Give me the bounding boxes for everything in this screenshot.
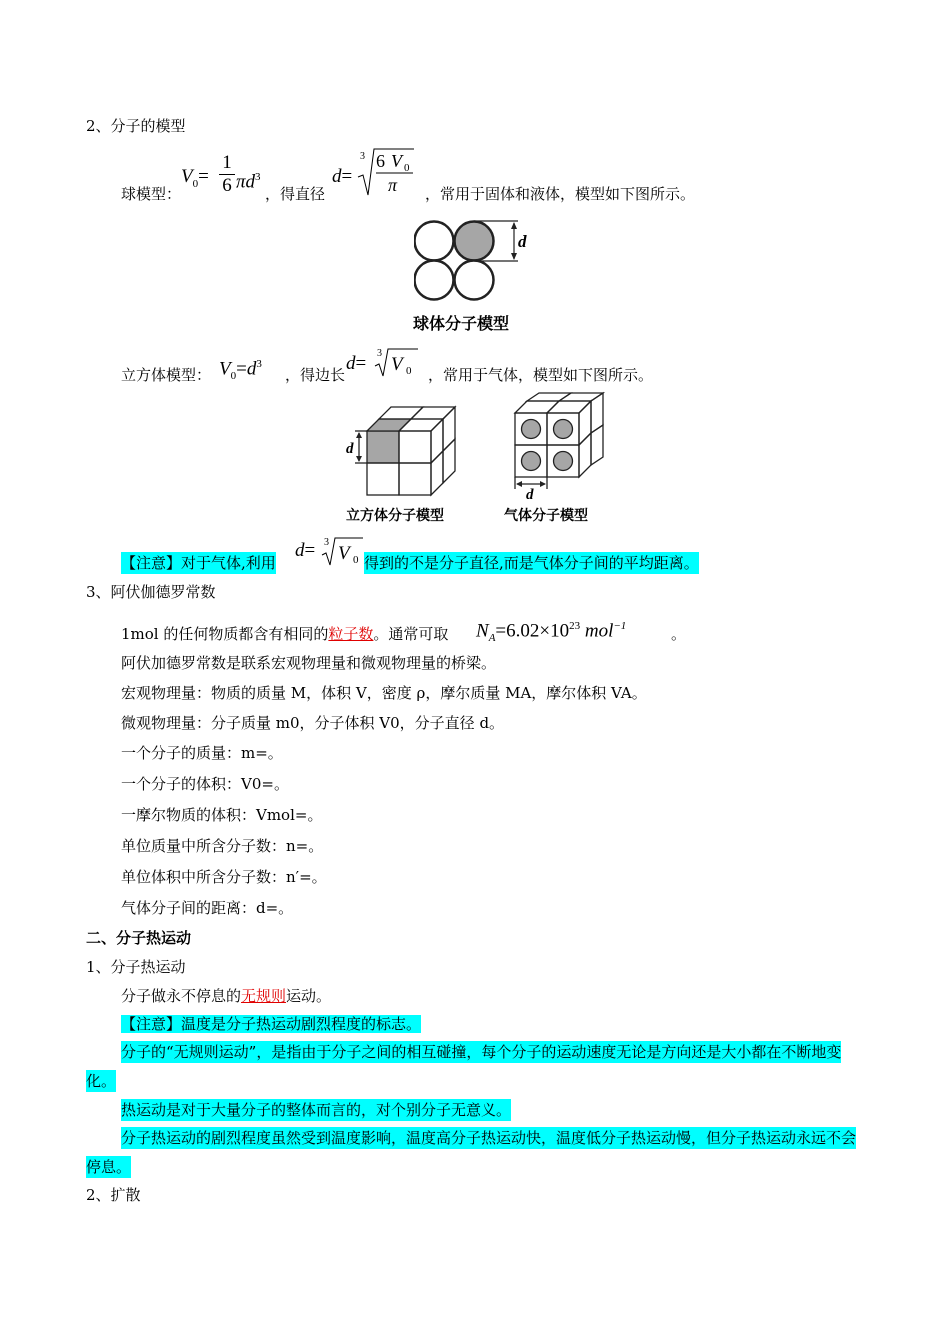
mass-line: 一个分子的质量：m=。 xyxy=(121,744,283,762)
svg-text:V: V xyxy=(338,543,350,564)
svg-text:6: 6 xyxy=(376,151,385,171)
ball-mid-text: ，得直径 xyxy=(265,185,326,203)
note-gas-pre: 【注意】对于气体,利用 xyxy=(121,554,276,572)
macro-line: 宏观物理量：物质的质量 M，体积 V，密度 ρ，摩尔质量 MA，摩尔体积 VA。 xyxy=(121,684,647,702)
svg-text:0: 0 xyxy=(404,162,410,174)
svg-text:π: π xyxy=(388,175,398,195)
cube-caption-left: 立方体分子模型 xyxy=(346,508,444,524)
svg-text:V: V xyxy=(391,354,403,375)
cube-formula: $V_0=d^3$ xyxy=(219,358,262,383)
cube-tail-text: ，常用于气体，模型如下图所示。 xyxy=(428,366,654,384)
ball-formula: $V_0=$ xyxy=(181,166,209,190)
per-volume-line: 单位体积中所含分子数：n′=。 xyxy=(121,868,327,886)
svg-text:d: d xyxy=(346,441,354,457)
avogadro-line: 1mol 的任何物质都含有相同的粒子数。通常可取 xyxy=(121,625,449,643)
svg-text:3: 3 xyxy=(377,348,382,359)
note-cube-root xyxy=(320,535,364,567)
per-mass-line: 单位质量中所含分子数：n=。 xyxy=(121,837,324,855)
note-gas-post: 得到的不是分子直径,而是气体分子间的平均距离。 xyxy=(364,554,699,572)
svg-text:d: d xyxy=(518,232,527,251)
cube-caption-right: 气体分子模型 xyxy=(504,508,588,524)
para-large-number: 热运动是对于大量分子的整体而言的，对个别分子无意义。 xyxy=(121,1101,512,1119)
cube-root-formula xyxy=(356,143,416,201)
gas-distance-line: 气体分子间的距离：d=。 xyxy=(121,899,294,917)
heading-diffusion: 2、扩散 xyxy=(86,1186,141,1204)
motion-line: 分子做永不停息的无规则运动。 xyxy=(121,987,332,1005)
svg-text:d: d xyxy=(526,487,534,501)
ball-tail-text: ，常用于固体和液体，模型如下图所示。 xyxy=(425,185,696,203)
bridge-line: 阿伏加德罗常数是联系宏观物理量和微观物理量的桥梁。 xyxy=(121,654,497,672)
particle-number: 粒子数 xyxy=(328,625,374,643)
micro-line: 微观物理量：分子质量 m0，分子体积 V0，分子直径 d。 xyxy=(121,714,505,732)
ball-model-figure xyxy=(414,217,539,307)
svg-text:0: 0 xyxy=(406,365,412,377)
para-irregular-motion: 分子的“无规则运动”，是指由于分子之间的相互碰撞，每个分子的运动速度无论是方向还是大小都在不断地变化。 xyxy=(86,1043,842,1090)
note-gas-formula: d= xyxy=(295,540,316,561)
ball-model-caption: 球体分子模型 xyxy=(413,314,510,333)
heading-molecular-model: 2、分子的模型 xyxy=(86,117,186,135)
heading-thermal-motion: 二、分子热运动 xyxy=(86,929,192,947)
edge-formula: d= xyxy=(346,353,367,374)
edge-cube-root xyxy=(373,346,419,378)
ball-formula-tail: $\pi d^3$ xyxy=(236,171,261,193)
fraction-1-6: 1 6 xyxy=(219,152,235,197)
svg-text:0: 0 xyxy=(353,554,359,566)
svg-text:V: V xyxy=(391,151,402,171)
para-never-stop: 分子热运动的剧烈程度虽然受到温度影响，温度高分子热运动快，温度低分子热运动慢，但分子热运动永远不会停息。 xyxy=(86,1129,857,1176)
cube-model-figures xyxy=(345,391,625,501)
svg-text:3: 3 xyxy=(324,537,329,548)
heading-avogadro: 3、阿伏伽德罗常数 xyxy=(86,583,216,601)
svg-text:3: 3 xyxy=(360,151,365,162)
ball-model-label: 球模型： xyxy=(121,185,182,203)
avogadro-end: 。 xyxy=(671,625,687,643)
heading-thermal-motion-1: 1、分子热运动 xyxy=(86,958,186,976)
cube-model-label: 立方体模型： xyxy=(121,366,212,384)
irregular-word: 无规则 xyxy=(241,987,287,1005)
molar-volume-line: 一摩尔物质的体积：Vmol=。 xyxy=(121,806,323,824)
diameter-formula: d= xyxy=(332,166,353,187)
cube-mid-text: ，得边长 xyxy=(285,366,346,384)
note-temperature: 【注意】温度是分子热运动剧烈程度的标志。 xyxy=(121,1015,422,1033)
avogadro-formula: $N_A=6.02\times 10^{23}$ mol$^{-1}$ xyxy=(476,620,627,645)
volume-line: 一个分子的体积：V0=。 xyxy=(121,775,289,793)
